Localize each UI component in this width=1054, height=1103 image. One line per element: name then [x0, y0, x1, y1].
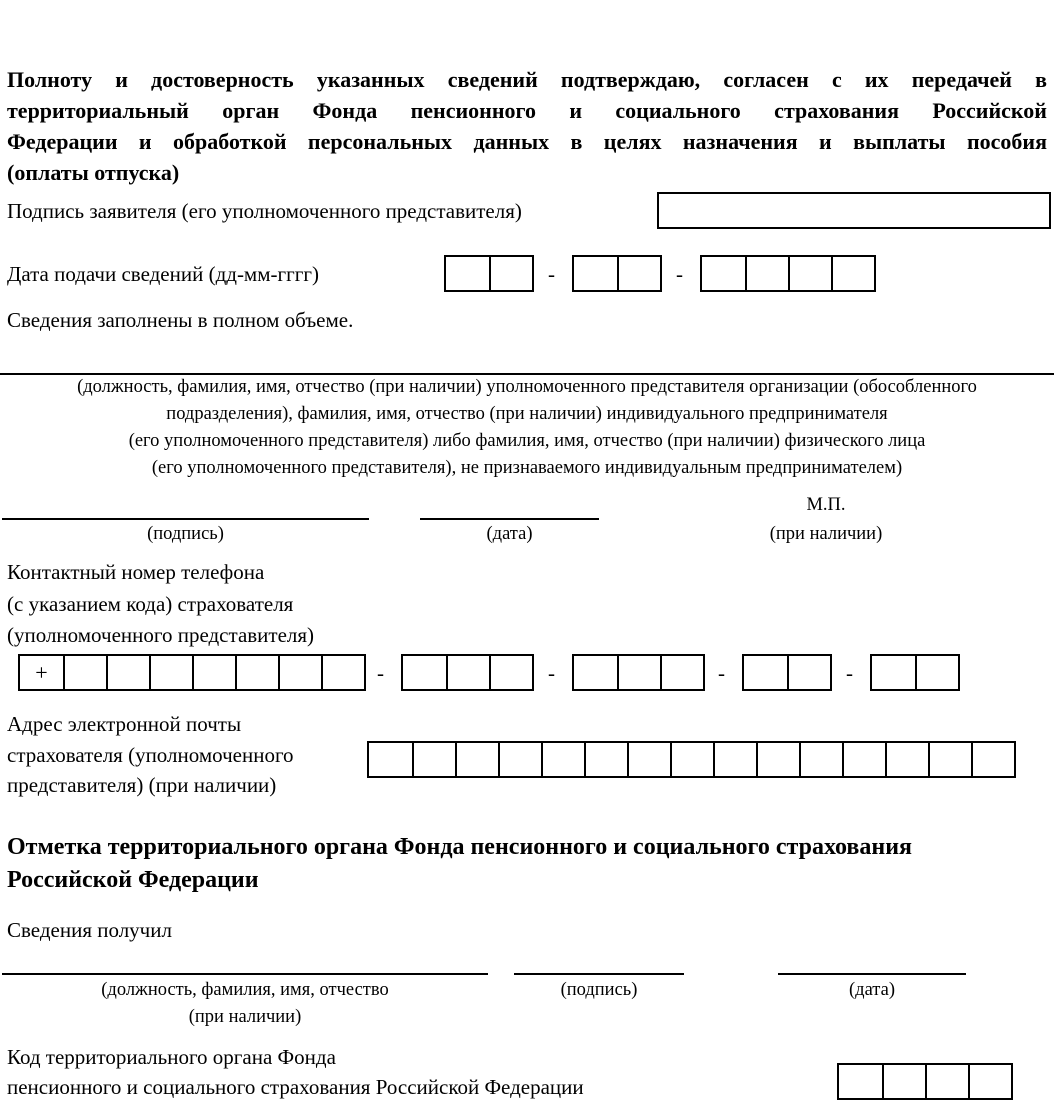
email-cell[interactable]	[498, 743, 541, 776]
email-cell[interactable]	[885, 743, 928, 776]
email-cell[interactable]	[713, 743, 756, 776]
phone-country-field[interactable]	[18, 654, 366, 691]
phone-code-field[interactable]	[401, 654, 534, 691]
phone-cell[interactable]	[617, 656, 660, 689]
phone-cell[interactable]	[403, 656, 446, 689]
phone-separator: -	[548, 661, 555, 685]
phone-separator: -	[846, 661, 853, 685]
consent-line: территориальный орган Фонда пенсионного и социального страхования Российской	[7, 98, 1047, 123]
receiver-position-line[interactable]	[2, 973, 488, 975]
stamp-label: М.П.	[806, 495, 846, 515]
phone-plus-cell: +	[35, 659, 48, 685]
date-year-field[interactable]	[700, 255, 876, 292]
representative-caption-line: (должность, фамилия, имя, отчество (при наличии) уполномоченного представителя организации (обособленного	[77, 377, 977, 397]
phone-cell[interactable]	[574, 656, 617, 689]
date-month-cell[interactable]	[617, 257, 660, 290]
phone-number-part1-field[interactable]	[572, 654, 705, 691]
filled-note: Сведения заполнены в полном объеме.	[7, 308, 354, 332]
email-label-line: Адрес электронной почты	[7, 712, 242, 736]
receiver-position-caption-line: (должность, фамилия, имя, отчество	[101, 980, 389, 1000]
phone-label	[7, 557, 314, 652]
fund-mark-heading-line: Российской Федерации	[7, 867, 259, 893]
consent-line: (оплаты отпуска)	[7, 160, 180, 185]
date-day-field[interactable]	[444, 255, 534, 292]
date-separator: -	[676, 262, 683, 286]
email-label-line: представителя) (при наличии)	[7, 773, 277, 797]
email-cell[interactable]	[670, 743, 713, 776]
date-month-cell[interactable]	[574, 257, 617, 290]
representative-caption-line: (его уполномоченного представителя), не признаваемого индивидуальным предпринимателем)	[151, 458, 903, 478]
phone-cell[interactable]	[489, 656, 532, 689]
phone-cell[interactable]	[149, 656, 192, 689]
phone-cell[interactable]	[744, 656, 787, 689]
phone-label-line: (с указанием кода) страхователя	[7, 591, 294, 616]
fund-code-cell[interactable]	[839, 1065, 882, 1098]
phone-separator: -	[718, 661, 725, 685]
phone-cell[interactable]	[915, 656, 958, 689]
received-label: Сведения получил	[7, 918, 172, 942]
signature-caption: (подпись)	[147, 524, 224, 544]
fund-code-label	[7, 1042, 584, 1102]
date-year-cell[interactable]	[831, 257, 874, 290]
receiver-position-caption-line: (при наличии)	[188, 1007, 302, 1027]
representative-caption-line: подразделения), фамилия, имя, отчество (при наличии) индивидуального предпринимателя	[166, 404, 888, 424]
date-day-cell[interactable]	[446, 257, 489, 290]
consent-line: Федерации и обработкой персональных данных в целях назначения и выплаты пособия	[7, 129, 1047, 154]
date-separator: -	[548, 262, 555, 286]
email-cell[interactable]	[842, 743, 885, 776]
phone-cell[interactable]	[872, 656, 915, 689]
email-cell[interactable]	[627, 743, 670, 776]
applicant-signature-label: Подпись заявителя (его уполномоченного представителя)	[7, 199, 522, 223]
phone-number-part3-field[interactable]	[870, 654, 960, 691]
phone-cell[interactable]	[787, 656, 830, 689]
receiver-signature-line[interactable]	[514, 973, 684, 975]
fund-code-cell[interactable]	[925, 1065, 968, 1098]
email-cell[interactable]	[756, 743, 799, 776]
fund-mark-heading	[7, 831, 912, 897]
phone-cell[interactable]	[660, 656, 703, 689]
email-cell[interactable]	[412, 743, 455, 776]
consent-statement	[7, 64, 1047, 188]
phone-label-line: (уполномоченного представителя)	[7, 623, 315, 647]
phone-separator: -	[377, 661, 384, 685]
fund-code-label-line: пенсионного и социального страхования Российской Федерации	[7, 1075, 584, 1099]
email-cell[interactable]	[928, 743, 971, 776]
email-cell[interactable]	[455, 743, 498, 776]
email-label	[7, 709, 294, 801]
date-caption: (дата)	[486, 524, 533, 544]
email-cell[interactable]	[971, 743, 1014, 776]
receiver-signature-caption: (подпись)	[560, 980, 638, 1000]
phone-cell[interactable]	[321, 656, 364, 689]
date-line[interactable]	[420, 518, 599, 520]
phone-cell[interactable]	[106, 656, 149, 689]
receiver-date-line[interactable]	[778, 973, 966, 975]
email-field[interactable]	[367, 741, 1016, 778]
phone-cell[interactable]	[192, 656, 235, 689]
date-year-cell[interactable]	[702, 257, 745, 290]
email-cell[interactable]	[369, 743, 412, 776]
receiver-position-caption	[2, 977, 488, 1031]
submission-date-label: Дата подачи сведений (дд-мм-гггг)	[7, 262, 319, 286]
phone-cell[interactable]	[278, 656, 321, 689]
date-day-cell[interactable]	[489, 257, 532, 290]
phone-label-line: Контактный номер телефона	[7, 560, 265, 584]
email-cell[interactable]	[799, 743, 842, 776]
applicant-signature-field[interactable]	[657, 192, 1051, 229]
signature-line[interactable]	[2, 518, 369, 520]
fund-code-cell[interactable]	[968, 1065, 1011, 1098]
fund-code-cell[interactable]	[882, 1065, 925, 1098]
phone-number-part2-field[interactable]	[742, 654, 832, 691]
fund-code-field[interactable]	[837, 1063, 1013, 1100]
email-cell[interactable]	[584, 743, 627, 776]
representative-caption	[0, 374, 1054, 482]
phone-cell[interactable]	[63, 656, 106, 689]
consent-line: Полноту и достоверность указанных сведений подтверждаю, согласен с их передачей в	[7, 67, 1047, 92]
email-cell[interactable]	[541, 743, 584, 776]
fund-code-label-line: Код территориального органа Фонда	[7, 1045, 336, 1069]
phone-cell[interactable]	[446, 656, 489, 689]
date-year-cell[interactable]	[745, 257, 788, 290]
email-label-line: страхователя (уполномоченного	[7, 742, 294, 767]
representative-caption-line: (его уполномоченного представителя) либо фамилия, имя, отчество (при наличии) физического лица	[128, 431, 926, 451]
date-year-cell[interactable]	[788, 257, 831, 290]
phone-cell[interactable]	[235, 656, 278, 689]
receiver-date-caption: (дата)	[849, 980, 895, 1000]
stamp-caption: (при наличии)	[769, 524, 883, 544]
date-month-field[interactable]	[572, 255, 662, 292]
fund-mark-heading-line: Отметка территориального органа Фонда пенсионного и социального страхования	[7, 834, 913, 860]
